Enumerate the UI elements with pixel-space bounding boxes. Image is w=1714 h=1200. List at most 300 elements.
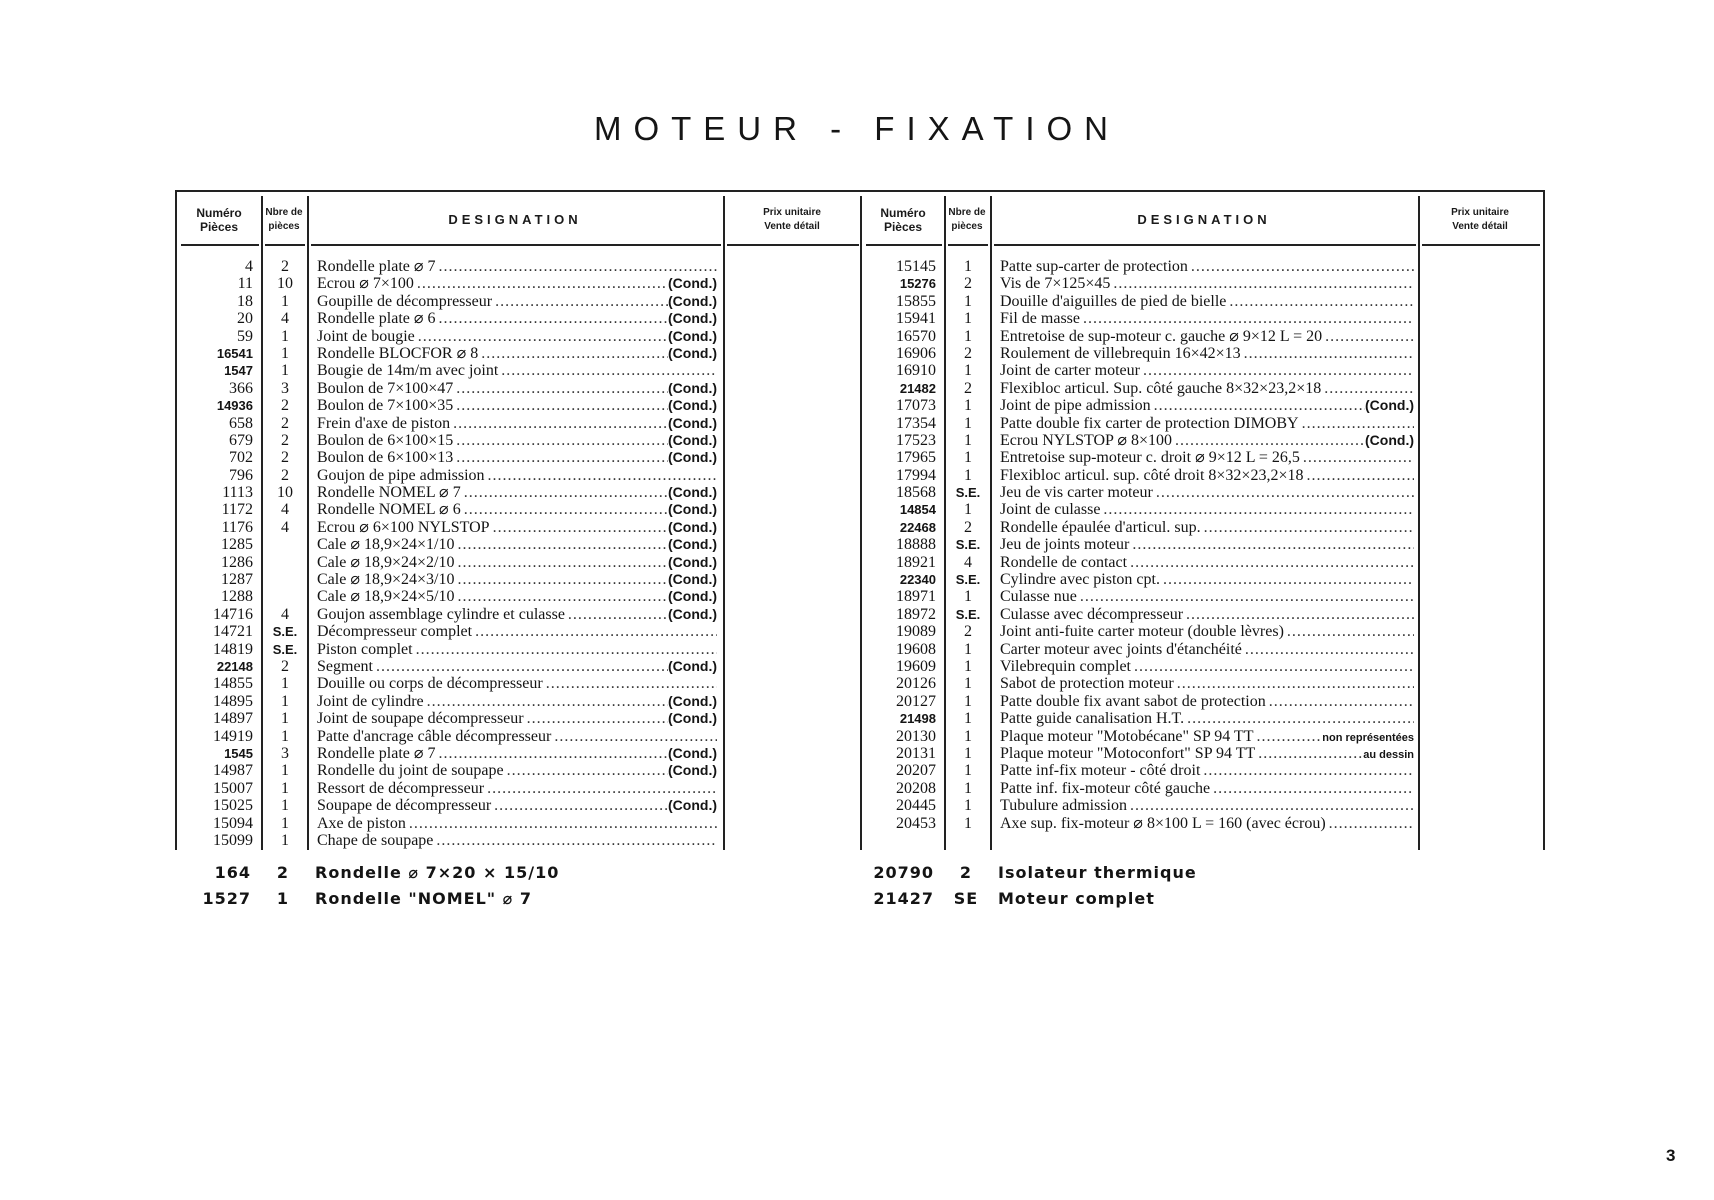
designation-text: Goupille de décompresseur: [317, 292, 493, 310]
part-quantity: S.E.: [272, 641, 298, 657]
leader-dots: [436, 310, 669, 327]
part-quantity: 1: [281, 710, 289, 728]
part-designation: [317, 797, 717, 814]
part-designation: [1000, 432, 1414, 449]
part-designation: [1000, 275, 1414, 292]
designation-text: Plaque moteur "Motobécane" SP 94 TT: [1000, 727, 1254, 745]
part-designation: [1000, 623, 1414, 640]
leader-dots: [1321, 380, 1414, 397]
designation-text: Cale ⌀ 18,9×24×5/10: [317, 588, 455, 606]
designation-text: Roulement de villebrequin 16×42×13: [1000, 344, 1241, 362]
part-number: 14919: [213, 727, 253, 745]
part-designation: [317, 588, 717, 605]
part-quantity: 1: [964, 675, 972, 693]
part-quantity: 2: [281, 466, 289, 484]
table-row: [177, 519, 862, 536]
leader-dots: [1242, 641, 1414, 658]
designation-text: Patte double fix avant sabot de protection: [1000, 692, 1266, 710]
cond-label: (Cond.): [668, 379, 717, 396]
designation-text: Goujon de pipe admission: [317, 466, 485, 484]
part-number: 15145: [896, 258, 936, 275]
part-quantity: 1: [281, 727, 289, 745]
part-number: 15099: [213, 831, 253, 849]
header-designation: DESIGNATION: [1137, 212, 1271, 227]
leader-dots: [1226, 293, 1414, 310]
part-number: 19608: [896, 640, 936, 658]
part-number: 796: [229, 466, 253, 484]
cond-label: (Cond.): [1365, 431, 1414, 448]
table-row: [860, 536, 1545, 553]
part-quantity: 4: [964, 553, 972, 571]
leader-dots: [490, 519, 668, 536]
part-number: 14819: [213, 640, 253, 658]
table-row: [177, 328, 862, 345]
table-row: [177, 467, 862, 484]
part-quantity: 1: [281, 675, 289, 693]
handwritten-additions: [175, 860, 1545, 912]
part-number: 1527: [202, 889, 251, 908]
designation-text: Patte d'ancrage câble décompresseur: [317, 727, 552, 745]
part-designation: Rondelle ⌀ 7×20 × 15/10: [315, 863, 560, 882]
table-row: [177, 693, 862, 710]
leader-dots: [491, 797, 668, 814]
part-number: 17354: [896, 414, 936, 432]
part-number: 20445: [896, 797, 936, 815]
leader-dots: [436, 258, 718, 275]
leader-dots: [1266, 693, 1414, 710]
header-rule: [727, 244, 859, 246]
cond-label: (Cond.): [668, 344, 717, 361]
designation-text: Patte inf. fix-moteur côté gauche: [1000, 779, 1211, 797]
part-quantity: 2: [281, 258, 289, 275]
designation-text: Patte inf-fix moteur - côté droit: [1000, 762, 1201, 780]
table-row: [860, 275, 1545, 292]
designation-text: Flexibloc articul. sup. côté droit 8×32×23,2×18: [1000, 466, 1304, 484]
table-row: [860, 397, 1545, 414]
leader-dots: [436, 745, 669, 762]
table-row: [860, 432, 1545, 449]
cond-label: (Cond.): [668, 501, 717, 518]
part-quantity: 1: [964, 657, 972, 675]
table-row: [860, 815, 1545, 832]
table-row: [860, 675, 1545, 692]
leader-dots: [1284, 623, 1414, 640]
part-quantity: 1: [964, 258, 972, 275]
designation-text: Flexibloc articul. Sup. côté gauche 8×32×23,2×18: [1000, 379, 1322, 397]
part-designation: [317, 693, 717, 710]
part-quantity: 1: [281, 692, 289, 710]
designation-text: Décompresseur complet: [317, 623, 473, 641]
table-row: [177, 588, 862, 605]
cond-label: (Cond.): [668, 292, 717, 309]
left-half: [177, 192, 862, 850]
part-number: 1172: [221, 501, 253, 519]
leader-dots: [543, 675, 717, 692]
part-designation: [1000, 815, 1414, 832]
leader-dots: [1241, 345, 1414, 362]
leader-dots: [454, 554, 668, 571]
table-row: [860, 380, 1545, 397]
part-number: 14855: [213, 675, 253, 693]
header-rule: [948, 244, 988, 246]
table-row: [177, 797, 862, 814]
designation-text: Rondelle épaulée d'articul. sup.: [1000, 518, 1201, 536]
table-row: [177, 745, 862, 762]
part-quantity: 2: [281, 657, 289, 675]
designation-text: Rondelle du joint de soupape: [317, 762, 504, 780]
leader-dots: [1299, 415, 1414, 432]
part-quantity: 1: [964, 501, 972, 519]
part-number: 14936: [216, 398, 253, 414]
designation-text: Fil de masse: [1000, 310, 1080, 328]
table-row: [860, 710, 1545, 727]
part-quantity: 1: [964, 692, 972, 710]
part-quantity: 1: [964, 449, 972, 467]
leader-dots: [1210, 780, 1414, 797]
part-quantity: 1: [281, 814, 289, 832]
cond-label: (Cond.): [668, 571, 717, 588]
handwritten-row: [175, 886, 1545, 912]
designation-text: Patte guide canalisation H.T.: [1000, 710, 1185, 728]
part-designation: [317, 310, 717, 327]
part-designation: [1000, 380, 1414, 397]
designation-text: Joint de cylindre: [317, 692, 424, 710]
table-row: [860, 345, 1545, 362]
part-number: 679: [229, 431, 253, 449]
table-row: [860, 449, 1545, 466]
designation-text: Cylindre avec piston cpt.: [1000, 571, 1160, 589]
part-designation: [1000, 415, 1414, 432]
leader-dots: [492, 293, 668, 310]
part-number: 14987: [213, 762, 253, 780]
designation-text: Douille d'aiguilles de pied de bielle: [1000, 292, 1227, 310]
table-row: [177, 484, 862, 501]
left-rows: [177, 258, 862, 849]
part-number: 14721: [213, 623, 253, 641]
designation-text: Bougie de 14m/m avec joint: [317, 362, 499, 380]
part-designation: [1000, 310, 1414, 327]
part-designation: [1000, 675, 1414, 692]
part-quantity: 1: [281, 344, 289, 362]
cond-label: (Cond.): [668, 397, 717, 414]
table-row: [177, 641, 862, 658]
header-nbre: Nbre de pièces: [948, 207, 986, 232]
designation-text: Chape de soupape: [317, 831, 434, 849]
part-designation: [317, 745, 717, 762]
table-row: [860, 780, 1545, 797]
cond-label: (Cond.): [668, 310, 717, 327]
designation-text: Rondelle NOMEL ⌀ 6: [317, 501, 461, 519]
part-number: 14854: [899, 502, 936, 518]
part-designation: [1000, 345, 1414, 362]
part-designation: [1000, 762, 1414, 779]
leader-dots: [453, 432, 668, 449]
cond-label: (Cond.): [668, 536, 717, 553]
part-quantity: 4: [281, 310, 289, 328]
designation-text: Carter moteur avec joints d'étanchéité: [1000, 640, 1242, 658]
table-row: [177, 258, 862, 275]
table-row: [860, 310, 1545, 327]
part-designation: [317, 362, 717, 379]
part-designation: [317, 415, 717, 432]
part-number: 19609: [896, 657, 936, 675]
table-row: [860, 328, 1545, 345]
part-number: 15855: [896, 292, 936, 310]
designation-text: Boulon de 6×100×13: [317, 449, 454, 467]
designation-text: Douille ou corps de décompresseur: [317, 675, 543, 693]
leader-dots: [453, 380, 668, 397]
header-numero: Numéro Pièces: [196, 206, 242, 234]
part-quantity: 4: [281, 501, 289, 519]
leader-dots: [454, 571, 668, 588]
part-designation: [317, 623, 717, 640]
table-row: [860, 588, 1545, 605]
part-number: 16541: [216, 345, 253, 361]
designation-text: Culasse nue: [1000, 588, 1077, 606]
designation-text: Tubulure admission: [1000, 797, 1127, 815]
designation-text: Boulon de 6×100×15: [317, 431, 454, 449]
leader-dots: [485, 467, 717, 484]
table-row: [177, 362, 862, 379]
part-quantity: 1: [964, 640, 972, 658]
part-number: 20790: [873, 863, 934, 882]
part-designation: Moteur complet: [998, 889, 1155, 908]
part-designation: [1000, 397, 1414, 414]
part-quantity: 1: [281, 327, 289, 345]
designation-text: Jeu de joints moteur: [1000, 536, 1130, 554]
part-quantity: 2: [281, 449, 289, 467]
leader-dots: [1080, 310, 1414, 327]
designation-text: Vilebrequin complet: [1000, 657, 1131, 675]
part-number: 18971: [896, 588, 936, 606]
part-designation: [317, 536, 717, 553]
designation-text: Rondelle NOMEL ⌀ 7: [317, 484, 461, 502]
part-quantity: 1: [964, 762, 972, 780]
cond-label: (Cond.): [668, 710, 717, 727]
leader-dots: [424, 693, 668, 710]
header-rule: [1422, 244, 1540, 246]
cond-label: (Cond.): [668, 484, 717, 501]
part-number: 17994: [896, 466, 936, 484]
part-quantity: 4: [281, 518, 289, 536]
table-row: [177, 571, 862, 588]
leader-dots: [1326, 815, 1414, 832]
table-row: [860, 519, 1545, 536]
part-quantity: 1: [964, 327, 972, 345]
designation-text: Rondelle plate ⌀ 7: [317, 258, 436, 275]
header-prix: Prix unitaire Vente détail: [1451, 207, 1509, 232]
cond-label: (Cond.): [668, 605, 717, 622]
table-row: [860, 571, 1545, 588]
designation-text: Segment: [317, 657, 373, 675]
header-rule: [866, 244, 942, 246]
part-number: 22148: [216, 658, 253, 674]
cond-label: (Cond.): [668, 797, 717, 814]
part-number: 16570: [896, 327, 936, 345]
leader-dots: [1201, 519, 1414, 536]
part-quantity: S.E.: [955, 537, 981, 553]
part-quantity: 2: [281, 431, 289, 449]
designation-text: Ecrou NYLSTOP ⌀ 8×100: [1000, 431, 1172, 449]
designation-text: Ecrou ⌀ 6×100 NYLSTOP: [317, 518, 490, 536]
part-designation: [317, 328, 717, 345]
part-designation: [317, 815, 717, 832]
table-row: [177, 623, 862, 640]
leader-dots: [524, 710, 668, 727]
part-quantity: S.E.: [272, 624, 298, 640]
part-designation: [1000, 588, 1414, 605]
part-quantity: S.E.: [955, 572, 981, 588]
table-row: [860, 606, 1545, 623]
leader-dots: [504, 762, 668, 779]
part-number: 17523: [896, 431, 936, 449]
table-row: [860, 693, 1545, 710]
designation-text: Ecrou ⌀ 7×100: [317, 275, 414, 293]
table-row: [860, 762, 1545, 779]
part-number: 20207: [896, 762, 936, 780]
designation-text: Soupape de décompresseur: [317, 797, 492, 815]
part-number: 1547: [224, 363, 253, 379]
header-rule: [265, 244, 305, 246]
handwritten-row: [175, 860, 1545, 886]
leader-dots: [478, 345, 668, 362]
part-designation: [317, 641, 717, 658]
designation-text: Plaque moteur "Motoconfort" SP 94 TT: [1000, 744, 1256, 762]
part-number: 15007: [213, 779, 253, 797]
leader-dots: [472, 623, 717, 640]
part-number: 22468: [899, 519, 936, 535]
leader-dots: [454, 536, 668, 553]
leader-dots: [454, 588, 668, 605]
part-quantity: S.E.: [955, 485, 981, 501]
part-quantity: 1: [964, 710, 972, 728]
designation-text: Patte sup-carter de protection: [1000, 258, 1188, 275]
part-designation: [317, 484, 717, 501]
part-quantity: 1: [281, 779, 289, 797]
part-number: 19089: [896, 623, 936, 641]
cond-label: (Cond.): [668, 744, 717, 761]
table-row: [860, 467, 1545, 484]
leader-dots: [1322, 328, 1414, 345]
leader-dots: [414, 275, 668, 292]
part-designation: [1000, 449, 1414, 466]
table-row: [860, 501, 1545, 518]
designation-text: Sabot de protection moteur: [1000, 675, 1174, 693]
part-number: 18568: [896, 484, 936, 502]
table-row: [177, 397, 862, 414]
leader-dots: [413, 641, 717, 658]
part-designation: [1000, 693, 1414, 710]
part-number: 59: [237, 327, 253, 345]
part-quantity: 1: [964, 362, 972, 380]
table-row: [177, 275, 862, 292]
leader-dots: [1160, 571, 1414, 588]
table-row: [177, 380, 862, 397]
part-quantity: 1: [964, 779, 972, 797]
right-half: [860, 192, 1545, 850]
header-rule: [181, 244, 259, 246]
table-row: [177, 832, 862, 849]
designation-text: Entretoise de sup-moteur c. gauche ⌀ 9×12 L = 20: [1000, 327, 1323, 345]
leader-dots: [461, 501, 668, 518]
leader-dots: [498, 362, 717, 379]
leader-dots: [1253, 728, 1322, 745]
part-quantity: 3: [281, 744, 289, 762]
leader-dots: [461, 484, 668, 501]
part-quantity: 1: [964, 744, 972, 762]
part-number: 18888: [896, 536, 936, 554]
leader-dots: [1127, 797, 1414, 814]
note-label: au dessin: [1363, 748, 1414, 761]
part-number: 15094: [213, 814, 253, 832]
part-quantity: 10: [277, 275, 293, 293]
part-designation: [317, 397, 717, 414]
cond-label: (Cond.): [668, 518, 717, 535]
part-designation: [1000, 554, 1414, 571]
part-number: 18: [237, 292, 253, 310]
part-quantity: 10: [277, 484, 293, 502]
part-quantity: 1: [964, 727, 972, 745]
table-row: [860, 797, 1545, 814]
part-number: 1545: [224, 745, 253, 761]
cond-label: (Cond.): [1365, 397, 1414, 414]
cond-label: (Cond.): [668, 414, 717, 431]
table-row: [177, 432, 862, 449]
part-number: 21427: [873, 889, 934, 908]
part-quantity: 1: [964, 797, 972, 815]
part-quantity: 2: [964, 275, 972, 293]
part-number: 1286: [221, 553, 253, 571]
leader-dots: [565, 606, 668, 623]
header-nbre: Nbre de pièces: [265, 207, 303, 232]
designation-text: Jeu de vis carter moteur: [1000, 484, 1153, 502]
table-row: [860, 258, 1545, 275]
part-designation: [317, 762, 717, 779]
part-number: 20131: [896, 744, 936, 762]
designation-text: Piston complet: [317, 640, 413, 658]
leader-dots: [1131, 658, 1414, 675]
part-number: 164: [214, 863, 251, 882]
table-row: [177, 728, 862, 745]
leader-dots: [1172, 432, 1365, 449]
designation-text: Rondelle de contact: [1000, 553, 1128, 571]
part-designation: [317, 554, 717, 571]
part-designation: [1000, 258, 1414, 275]
cond-label: (Cond.): [668, 553, 717, 570]
cond-label: (Cond.): [668, 431, 717, 448]
part-designation: [1000, 467, 1414, 484]
part-designation: [317, 432, 717, 449]
part-number: 21498: [899, 711, 936, 727]
part-designation: [1000, 710, 1414, 727]
part-designation: [1000, 658, 1414, 675]
table-row: [860, 554, 1545, 571]
table-row: [860, 658, 1545, 675]
table-row: [177, 415, 862, 432]
table-row: [177, 658, 862, 675]
designation-text: Entretoise sup-moteur c. droit ⌀ 9×12 L = 26,5: [1000, 449, 1300, 467]
part-number: 22340: [899, 572, 936, 588]
part-designation: [317, 519, 717, 536]
part-designation: [317, 606, 717, 623]
leader-dots: [1153, 484, 1414, 501]
part-number: 20126: [896, 675, 936, 693]
designation-text: Patte double fix carter de protection DIMOBY: [1000, 414, 1299, 432]
part-designation: [1000, 606, 1414, 623]
part-quantity: 1: [964, 414, 972, 432]
part-quantity: 1: [964, 466, 972, 484]
table-row: [860, 728, 1545, 745]
